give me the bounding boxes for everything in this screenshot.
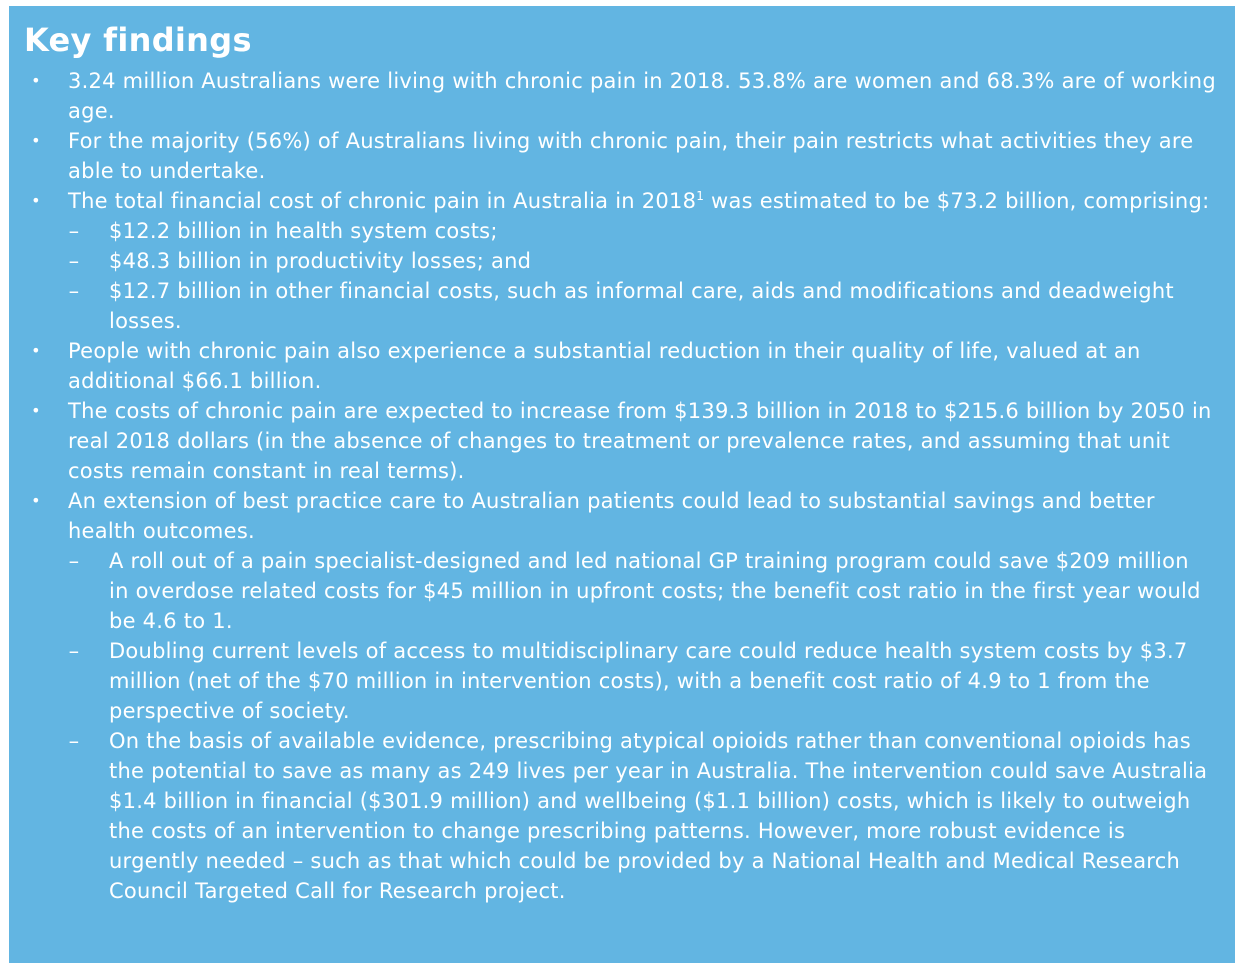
sub-finding-item: [9, 246, 1225, 276]
finding-text-part: The total financial cost of chronic pain in Australia in 2018: [68, 189, 697, 213]
sub-finding-item: [9, 216, 1225, 246]
finding-item: [9, 126, 1235, 186]
sub-finding-text: A roll out of a pain specialist-designed and led national GP training program could save $209 million in overdose related costs for $45 million in upfront costs; the benefit cost ratio in the first year would be 4.6 to 1.: [109, 549, 1201, 633]
dash-icon: –: [68, 219, 80, 243]
sub-finding-text: $12.7 billion in other financial costs, such as informal care, aids and modifications and deadweight losses.: [109, 279, 1174, 333]
footnote-marker: 1: [696, 189, 705, 203]
finding-item: [9, 336, 1235, 396]
finding-text: The costs of chronic pain are expected to increase from $139.3 billion in 2018 to $215.6 billion by 2050 in real 2018 dollars (in the absence of changes to treatment or prevalence rates, and assuming that unit costs remain constant in real terms).: [68, 399, 1212, 483]
bullet-icon: •: [31, 131, 41, 150]
finding-text-part: was estimated to be $73.2 billion, comprising:: [704, 189, 1210, 213]
key-findings-title: Key findings: [24, 21, 252, 59]
finding-text: People with chronic pain also experience a substantial reduction in their quality of life, valued at an additional $66.1 billion.: [68, 339, 1141, 393]
bullet-icon: •: [31, 71, 41, 90]
finding-item: [9, 66, 1235, 126]
sub-finding-item: [9, 546, 1225, 636]
finding-item: [9, 396, 1235, 486]
finding-item: [9, 186, 1235, 336]
finding-text: 3.24 million Australians were living with chronic pain in 2018. 53.8% are women and 68.3% are of working age.: [68, 69, 1216, 123]
sub-finding-item: [9, 636, 1225, 726]
bullet-icon: •: [31, 191, 41, 210]
sub-finding-item: [9, 726, 1225, 906]
cost-breakdown-list: [68, 216, 1225, 336]
sub-finding-text: $48.3 billion in productivity losses; and: [109, 249, 532, 273]
finding-item: [9, 486, 1235, 906]
key-findings-box: [9, 6, 1235, 963]
bullet-icon: •: [31, 341, 41, 360]
dash-icon: –: [68, 549, 80, 573]
finding-text: [68, 189, 1209, 213]
dash-icon: –: [68, 729, 80, 753]
dash-icon: –: [68, 249, 80, 273]
sub-finding-text: On the basis of available evidence, prescribing atypical opioids rather than conventional opioids has the potential to save as many as 249 lives per year in Australia. The intervention could save Australia $1.4 billion in financial ($301.9 million) and wellbeing ($1.1 billion) costs, which is likely to outweigh the costs of an intervention to change prescribing patterns. However, more robust evidence is urgently needed – such as that which could be provided by a National Health and Medical Research Council Targeted Call for Research project.: [109, 729, 1208, 903]
finding-text: An extension of best practice care to Australian patients could lead to substantial savings and better health outcomes.: [68, 489, 1155, 543]
sub-finding-text: Doubling current levels of access to multidisciplinary care could reduce health system costs by $3.7 million (net of the $70 million in intervention costs), with a benefit cost ratio of 4.9 to 1 from the perspective of society.: [109, 639, 1188, 723]
bullet-icon: •: [31, 491, 41, 510]
bullet-icon: •: [31, 401, 41, 420]
dash-icon: –: [68, 279, 80, 303]
finding-text: For the majority (56%) of Australians living with chronic pain, their pain restricts what activities they are able to undertake.: [68, 129, 1194, 183]
findings-list: [9, 66, 1235, 906]
sub-finding-text: $12.2 billion in health system costs;: [109, 219, 498, 243]
sub-finding-item: [9, 276, 1225, 336]
dash-icon: –: [68, 639, 80, 663]
interventions-list: [68, 546, 1225, 906]
